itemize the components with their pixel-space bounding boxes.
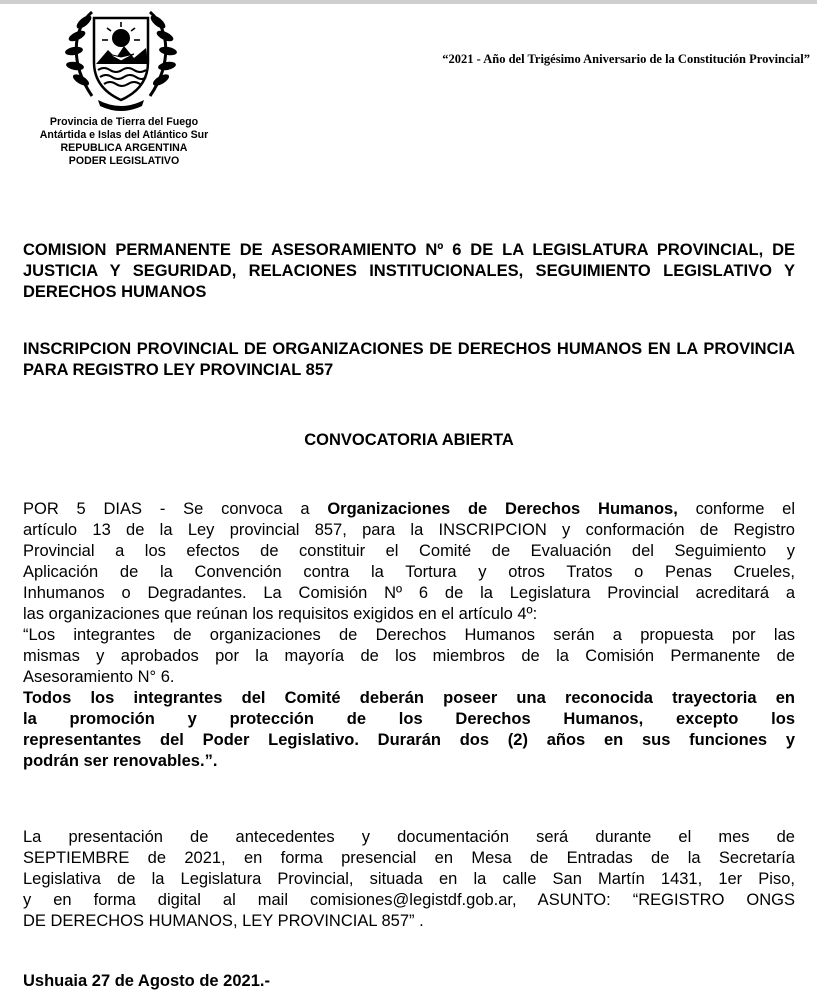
province-label	[14, 116, 234, 168]
province-line: PODER LEGISLATIVO	[68, 155, 180, 167]
body-line: Legislativa de la Legislatura Provincial, situada en la calle San Martín 1431, 1er Piso,	[23, 870, 795, 888]
body-line: las organizaciones que reúnan los requisitos exigidos en el artículo 4º:	[23, 605, 538, 623]
presentation-paragraph	[23, 827, 795, 932]
province-line: Antártida e Islas del Atlántico Sur	[39, 129, 209, 141]
convocatoria-body	[23, 499, 795, 772]
body-line: La presentación de antecedentes y documentación será durante el mes de	[23, 828, 795, 846]
commission-title: COMISION PERMANENTE DE ASESORAMIENTO Nº 6 DE LA LEGISLATURA PROVINCIAL, DE JUSTICIA Y SEGURIDAD, RELACIONES INSTITUCIONALES, SEGUIMIENTO LEGISLATIVO Y DERECHOS HUMANOS	[23, 241, 795, 301]
body-line: POR 5 DIAS - Se convoca a Organizaciones de Derechos Humanos, conforme el	[23, 500, 796, 518]
organizations-emphasis: Organizaciones de Derechos Humanos,	[327, 500, 678, 518]
signoff-date: Ushuaia 27 de Agosto de 2021.-	[23, 972, 270, 990]
registration-title: INSCRIPCION PROVINCIAL DE ORGANIZACIONES DE DERECHOS HUMANOS EN LA PROVINCIA PARA REGISTRO LEY PROVINCIAL 857	[23, 340, 795, 379]
province-line: Provincia de Tierra del Fuego	[49, 116, 199, 128]
body-line: artículo 13 de la Ley provincial 857, para la INSCRIPCION y conformación de Registro	[23, 521, 795, 539]
body-line: Provincial a los efectos de constituir el Comité de Evaluación del Seguimiento y	[23, 542, 795, 560]
bold-quote-line: representantes del Poder Legislativo. Durarán dos (2) años en sus funciones y	[23, 731, 795, 749]
body-line: Inhumanos o Degradantes. La Comisión Nº 6 de la Legislatura Provincial acreditará a	[23, 584, 795, 602]
quote-line: “Los integrantes de organizaciones de Derechos Humanos serán a propuesta por las	[23, 626, 795, 644]
body-line: y en forma digital al mail comisiones@legistdf.gob.ar, ASUNTO: “REGISTRO ONGS	[23, 891, 795, 909]
bold-quote-line: Todos los integrantes del Comité deberán poseer una reconocida trayectoria en	[23, 689, 795, 707]
convocatoria-heading: CONVOCATORIA ABIERTA	[304, 431, 514, 449]
bold-quote-line: podrán ser renovables.”.	[23, 752, 218, 770]
header-motto: “2021 - Año del Trigésimo Aniversario de la Constitución Provincial”	[442, 52, 810, 66]
quote-line: mismas y aprobados por la mayoría de los miembros de la Comisión Permanente de	[23, 647, 795, 665]
quote-line: Asesoramiento N° 6.	[23, 668, 175, 686]
body-line: Aplicación de la Convención contra la Tortura y otros Tratos o Penas Crueles,	[23, 563, 795, 581]
coat-of-arms-logo	[62, 4, 180, 112]
bold-quote-line: la promoción y protección de los Derechos Humanos, excepto los	[23, 710, 795, 728]
body-line: SEPTIEMBRE de 2021, en forma presencial en Mesa de Entradas de la Secretaría	[23, 849, 795, 867]
body-line: DE DERECHOS HUMANOS, LEY PROVINCIAL 857” .	[23, 912, 424, 930]
province-line: REPUBLICA ARGENTINA	[60, 142, 188, 154]
